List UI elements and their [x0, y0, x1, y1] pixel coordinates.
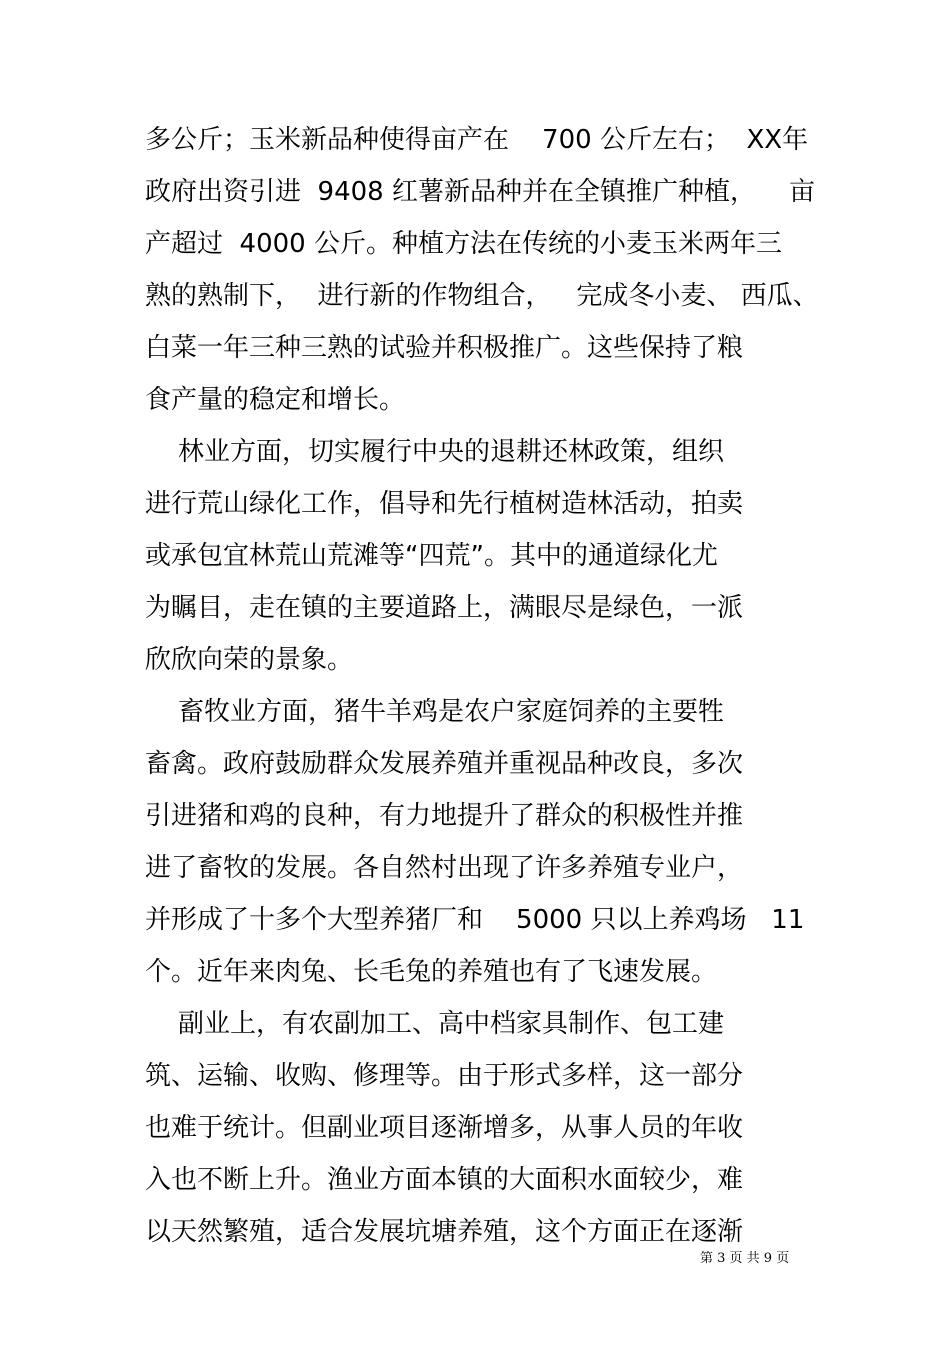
- text-line: 也难于统计。但副业项目逐渐增多，从事人员的年收: [145, 1113, 744, 1143]
- text-line: 进了畜牧的发展。各自然村出现了许多养殖专业户，: [145, 853, 744, 883]
- text-line: 产超过 4000 公斤。种植方法在传统的小麦玉米两年三: [145, 229, 782, 259]
- text-line: 畜禽。政府鼓励群众发展养殖并重视品种改良，多次: [145, 749, 744, 779]
- text-line: 个。近年来肉兔、长毛兔的养殖也有了飞速发展。: [145, 957, 718, 987]
- text-line: 并形成了十多个大型养猪厂和 5000 只以上养鸡场 11: [145, 905, 805, 935]
- text-line: 政府出资引进 9408 红薯新品种并在全镇推广种植， 亩: [145, 177, 816, 207]
- text-line: 或承包宜林荒山荒滩等“四荒”。其中的通道绿化尤: [145, 541, 718, 571]
- text-line: 熟的熟制下， 进行新的作物组合， 完成冬小麦、 西瓜、: [145, 281, 819, 311]
- text-line: 白菜一年三种三熟的试验并积极推广。这些保持了粮: [145, 333, 744, 363]
- text-line: 多公斤；玉米新品种使得亩产在 700 公斤左右； XX年: [145, 125, 809, 155]
- text-line: 以天然繁殖，适合发展坑塘养殖，这个方面正在逐渐: [145, 1217, 744, 1247]
- text-line: 入也不断上升。渔业方面本镇的大面积水面较少，难: [145, 1165, 744, 1195]
- page-number-footer: 第 3 页 共 9 页: [700, 1251, 790, 1266]
- text-line: 为瞩目，走在镇的主要道路上，满眼尽是绿色，一派: [145, 593, 744, 623]
- text-line: 引进猪和鸡的良种，有力地提升了群众的积极性并推: [145, 801, 744, 831]
- text-line: 食产量的稳定和增长。: [145, 385, 406, 415]
- text-line: 筑、运输、收购、修理等。由于形式多样，这一部分: [145, 1061, 744, 1091]
- paragraph-start-line: 林业方面，切实履行中央的退耕还林政策，组织: [145, 437, 725, 467]
- paragraph-start-line: 副业上，有农副加工、高中档家具制作、包工建: [145, 1009, 725, 1039]
- text-line: 进行荒山绿化工作，倡导和先行植树造林活动，拍卖: [145, 489, 744, 519]
- text-line: 欣欣向荣的景象。: [145, 645, 354, 675]
- paragraph-start-line: 畜牧业方面，猪牛羊鸡是农户家庭饲养的主要牲: [145, 697, 725, 727]
